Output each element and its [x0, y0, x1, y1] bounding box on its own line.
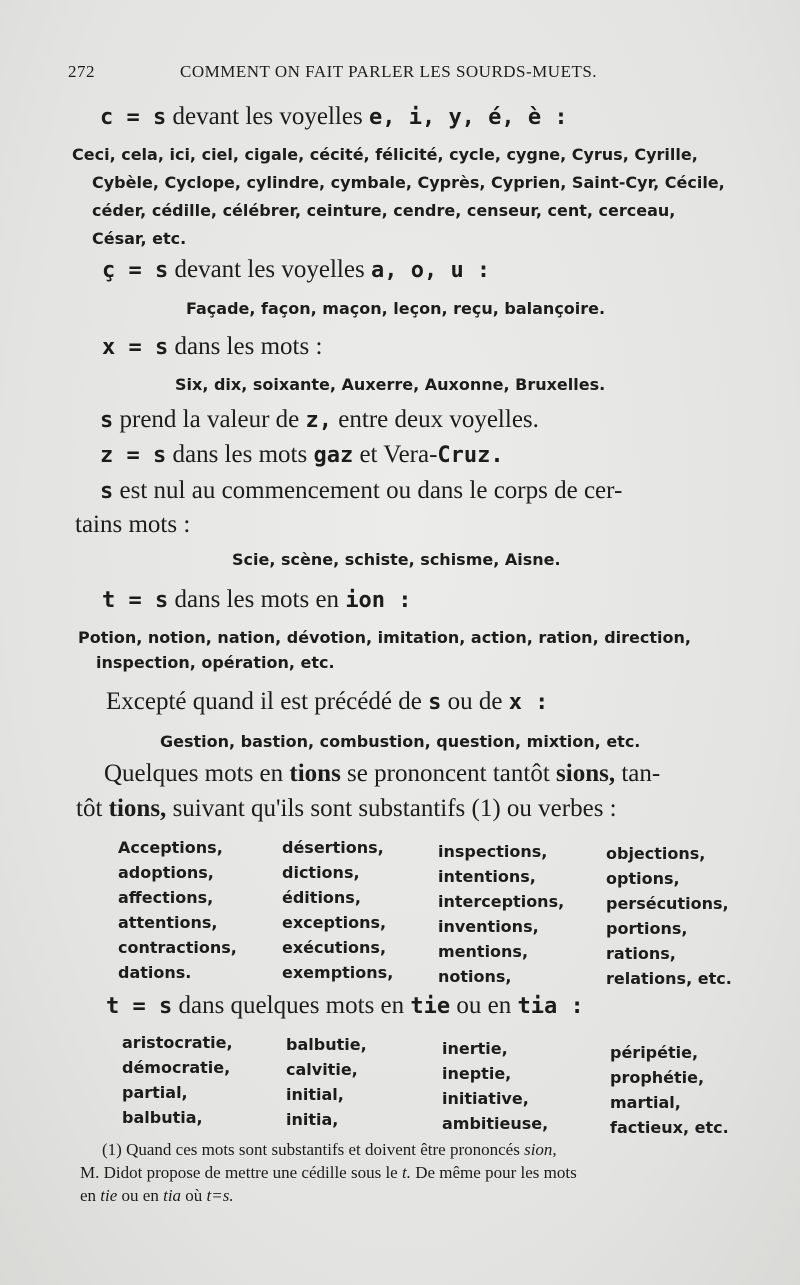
rule-c: [100, 103, 568, 131]
rule-except-ou: ou de: [447, 688, 503, 715]
tions-text-b2: suivant qu'ils sont substantifs (1) ou verbes :: [172, 795, 617, 822]
running-title: COMMENT ON FAIT PARLER LES SOURDS-MUETS.: [180, 62, 598, 81]
tie-column-3: [442, 1036, 548, 1136]
list-item: éditions,: [282, 888, 361, 907]
except-examples: Gestion, bastion, combustion, question, mixtion, etc.: [160, 732, 641, 751]
tions-column-2: [282, 835, 393, 985]
footnote-text-2a: M. Didot propose de mettre une cédille sous le: [80, 1163, 398, 1182]
rule-tie-word-2: tia :: [517, 994, 584, 1019]
rule-c-text: devant les voyelles: [172, 103, 363, 130]
list-item: intentions,: [438, 867, 536, 886]
list-item: calvitie,: [286, 1060, 358, 1079]
c-examples-line-4: César, etc.: [92, 229, 187, 248]
list-item: relations, etc.: [606, 969, 732, 988]
list-item: contractions,: [118, 938, 237, 957]
rule-tie-ou: ou en: [456, 992, 512, 1019]
list-item: aristocratie,: [122, 1033, 233, 1052]
list-item: martial,: [610, 1093, 681, 1112]
rule-tie-text: dans quelques mots en: [178, 992, 405, 1019]
tions-column-4: [606, 841, 732, 991]
list-item: interceptions,: [438, 892, 565, 911]
footnote-italic-2: t.: [401, 1163, 411, 1182]
rule-tie-word-1: tie: [410, 994, 451, 1019]
list-item: mentions,: [438, 942, 529, 961]
list-item: factieux, etc.: [610, 1118, 729, 1137]
footnote-italic-3b: tia: [163, 1186, 182, 1205]
rule-s-nul-text: est nul au commencement ou dans le corps de cer-: [119, 477, 623, 504]
list-item: options,: [606, 869, 680, 888]
rule-x-text: dans les mots :: [174, 333, 323, 360]
list-item: rations,: [606, 944, 676, 963]
rule-c-cedilla: [102, 256, 490, 284]
rule-t-lhs: t = s: [102, 588, 169, 613]
rule-cc-text: devant les voyelles: [174, 256, 365, 283]
list-item: ambitieuse,: [442, 1114, 549, 1133]
s-examples: Scie, scène, schiste, schisme, Aisne.: [232, 550, 561, 569]
footnote-italic-1: sion,: [524, 1140, 557, 1159]
list-item: persécutions,: [606, 894, 729, 913]
rule-s-nul-line-1: [100, 477, 622, 505]
tie-column-1: [122, 1030, 233, 1130]
c-examples-line-1: Ceci, cela, ici, ciel, cigale, cécité, félicité, cycle, cygne, Cyrus, Cyrille,: [72, 145, 698, 164]
list-item: balbutie,: [286, 1035, 367, 1054]
list-item: partial,: [122, 1083, 188, 1102]
list-item: exécutions,: [282, 938, 387, 957]
x-examples: Six, dix, soixante, Auxerre, Auxonne, Bruxelles.: [175, 375, 606, 394]
tions-line-1: [104, 760, 660, 788]
list-item: initiative,: [442, 1089, 529, 1108]
tions-line-2: [76, 795, 617, 823]
footnote-line-1: [80, 1138, 760, 1161]
rule-c-lhs: c = s: [100, 105, 167, 130]
tions-text-a1: Quelques mots en: [104, 760, 284, 787]
tions-text-a2: se prononcent tantôt: [347, 760, 550, 787]
list-item: balbutia,: [122, 1108, 203, 1127]
tions-word-3: tions,: [108, 795, 167, 822]
rule-tie: [106, 992, 584, 1020]
rule-x: [102, 333, 322, 361]
cc-examples: Façade, façon, maçon, leçon, reçu, balançoire.: [186, 299, 606, 318]
rule-t-text: dans les mots en: [174, 586, 340, 613]
rule-z-word-1: gaz: [313, 443, 354, 468]
rule-z-word-2: Cruz.: [437, 443, 504, 468]
rule-z: [100, 441, 504, 469]
tie-column-4: [610, 1040, 729, 1140]
list-item: inspections,: [438, 842, 548, 861]
list-item: dictions,: [282, 863, 360, 882]
list-item: ineptie,: [442, 1064, 512, 1083]
list-item: inertie,: [442, 1039, 508, 1058]
footnote-line-2: [80, 1161, 760, 1184]
tions-column-1: [118, 835, 237, 985]
tions-word-2: sions,: [556, 760, 616, 787]
footnote-italic-3c: t=s.: [206, 1186, 234, 1205]
c-examples-line-3: céder, cédille, célébrer, ceinture, cendre, censeur, cent, cerceau,: [92, 201, 676, 220]
rule-z-text-1: dans les mots: [172, 441, 308, 468]
c-examples-line-2: Cybèle, Cyclope, cylindre, cymbale, Cyprès, Cyprien, Saint-Cyr, Cécile,: [92, 173, 725, 192]
rule-s-letter: s: [100, 408, 114, 433]
list-item: exceptions,: [282, 913, 387, 932]
tions-column-3: [438, 839, 564, 989]
list-item: objections,: [606, 844, 706, 863]
list-item: exemptions,: [282, 963, 394, 982]
list-item: initial,: [286, 1085, 344, 1104]
list-item: affections,: [118, 888, 214, 907]
list-item: portions,: [606, 919, 688, 938]
tions-text-a3: tan-: [621, 760, 661, 787]
footnote-text-3b: ou en: [121, 1186, 159, 1205]
list-item: attentions,: [118, 913, 218, 932]
list-item: notions,: [438, 967, 512, 986]
footnote-text-1: (1) Quand ces mots sont substantifs et doivent être prononcés: [102, 1140, 520, 1159]
rule-except: [106, 688, 548, 716]
tions-text-b1: tôt: [76, 795, 103, 822]
rule-z-lhs: z = s: [100, 443, 167, 468]
list-item: initia,: [286, 1110, 339, 1129]
list-item: adoptions,: [118, 863, 214, 882]
footnote-text-3c: où: [185, 1186, 203, 1205]
rule-tie-lhs: t = s: [106, 994, 173, 1019]
tie-column-2: [286, 1032, 367, 1132]
rule-except-s: s: [428, 690, 442, 715]
footnote-italic-3a: tie: [100, 1186, 118, 1205]
tions-word-1: tions: [289, 760, 341, 787]
rule-s-text-1: prend la valeur de: [119, 406, 300, 433]
rule-c-letters: e, i, y, é, è :: [368, 105, 568, 130]
rule-except-x: x :: [508, 690, 549, 715]
tie-word-table: [122, 1030, 762, 1140]
list-item: dations.: [118, 963, 192, 982]
rule-x-lhs: x = s: [102, 335, 169, 360]
rule-s-z: [100, 406, 539, 434]
footnote: [80, 1138, 760, 1207]
rule-s-nul-letter: s: [100, 479, 114, 504]
list-item: péripétie,: [610, 1043, 699, 1062]
list-item: prophétie,: [610, 1068, 705, 1087]
list-item: inventions,: [438, 917, 539, 936]
rule-s-text-2: entre deux voyelles.: [338, 406, 539, 433]
list-item: désertions,: [282, 838, 384, 857]
t-examples-line-2: inspection, opération, etc.: [96, 653, 335, 672]
rule-z-letter: z,: [305, 408, 333, 433]
rule-z-text-2: et Vera-: [359, 441, 438, 468]
tions-word-table: [118, 835, 758, 988]
rule-s-nul-line-2: tains mots :: [75, 511, 191, 538]
rule-except-text: Excepté quand il est précédé de: [106, 688, 422, 715]
list-item: démocratie,: [122, 1058, 231, 1077]
footnote-text-3a: en: [80, 1186, 97, 1205]
rule-t-word: ion :: [345, 588, 412, 613]
footnote-text-2b: De même pour les mots: [415, 1163, 577, 1182]
rule-t: [102, 586, 412, 614]
footnote-line-3: [80, 1184, 760, 1207]
rule-cc-letters: a, o, u :: [370, 258, 491, 283]
page-number: 272: [68, 62, 95, 81]
page-header: [68, 62, 768, 86]
t-examples-line-1: Potion, notion, nation, dévotion, imitation, action, ration, direction,: [78, 628, 691, 647]
list-item: Acceptions,: [118, 838, 223, 857]
rule-cc-lhs: ç = s: [102, 258, 169, 283]
